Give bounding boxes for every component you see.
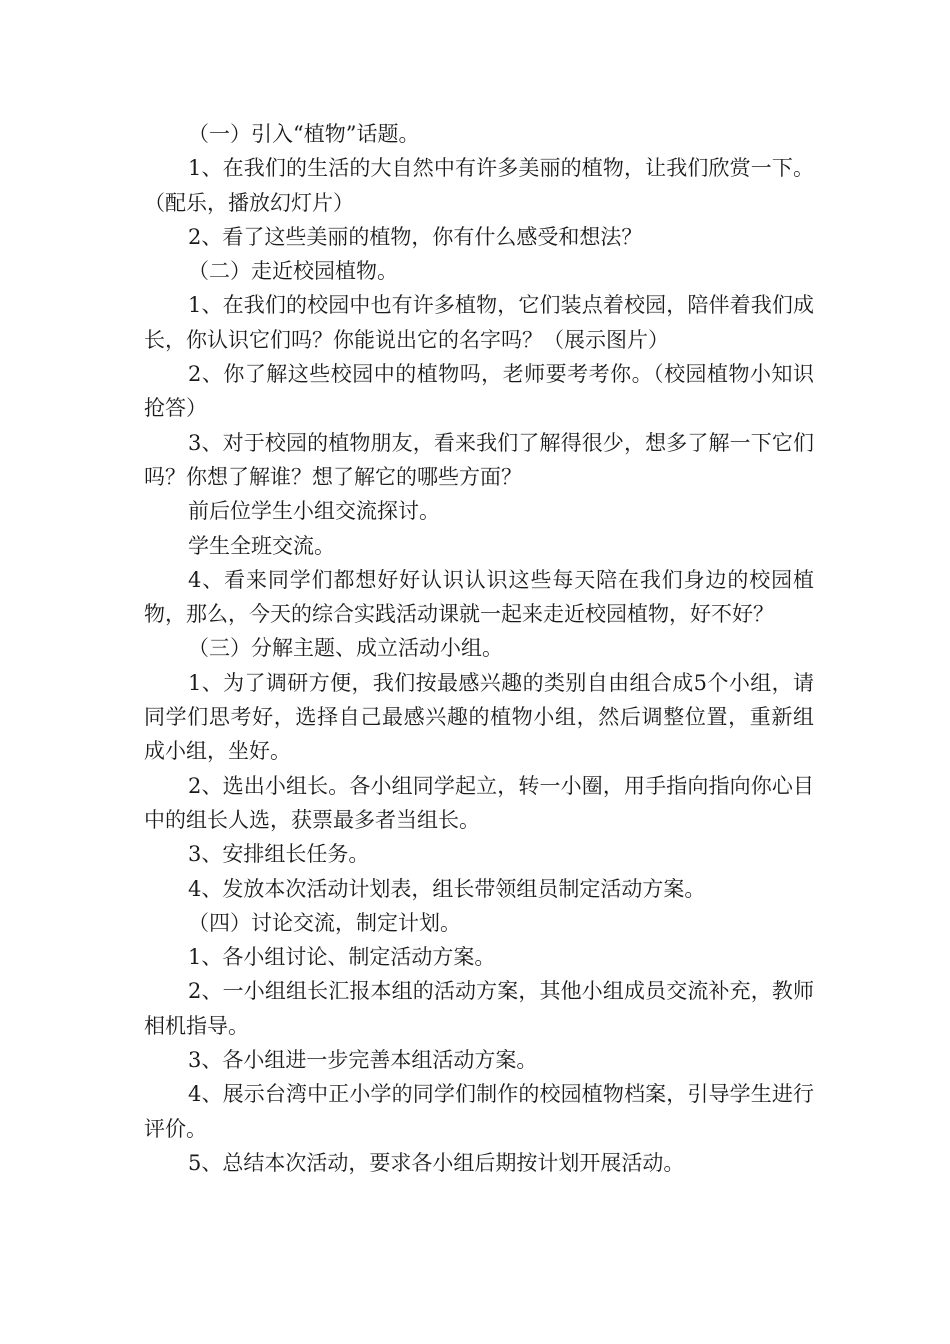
section-heading-1: （一）引入“植物”话题。 — [188, 122, 420, 146]
paragraph: 学生全班交流。 — [188, 533, 335, 558]
paragraph: 4、发放本次活动计划表，组长带领组员制定活动方案。 — [188, 876, 706, 901]
paragraph: 1、在我们的生活的大自然中有许多美丽的植物，让我们欣赏一下。（配乐，播放幻灯片） — [144, 156, 814, 215]
paragraph: 2、看了这些美丽的植物，你有什么感受和想法？ — [188, 224, 643, 249]
paragraph: 4、展示台湾中正小学的同学们制作的校园植物档案，引导学生进行评价。 — [144, 1082, 814, 1141]
paragraph: 1、各小组讨论、制定活动方案。 — [188, 945, 496, 970]
paragraph: 3、各小组进一步完善本组活动方案。 — [188, 1048, 538, 1073]
paragraph: 2、你了解这些校园中的植物吗，老师要考考你。（校园植物小知识抢答） — [144, 362, 814, 421]
document-body — [144, 117, 814, 1180]
paragraph: 3、安排组长任务。 — [188, 842, 370, 867]
paragraph: 2、选出小组长。各小组同学起立，转一小圈，用手指向指向你心目中的组长人选，获票最多者当组长。 — [144, 773, 814, 832]
paragraph: 5、总结本次活动，要求各小组后期按计划开展活动。 — [188, 1150, 685, 1175]
section-heading-4: （四）讨论交流，制定计划。 — [188, 910, 461, 935]
paragraph: 1、为了调研方便，我们按最感兴趣的类别自由组合成5个小组，请同学们思考好，选择自己最感兴趣的植物小组，然后调整位置，重新组成小组，坐好。 — [144, 670, 814, 764]
paragraph: 4、看来同学们都想好好认识认识这些每天陪在我们身边的校园植物，那么，今天的综合实践活动课就一起来走近校园植物，好不好？ — [144, 567, 814, 627]
section-heading-3: （三）分解主题、成立活动小组。 — [188, 636, 503, 661]
paragraph: 2、一小组组长汇报本组的活动方案，其他小组成员交流补充，教师相机指导。 — [144, 979, 814, 1038]
paragraph: 3、对于校园的植物朋友，看来我们了解得很少，想多了解一下它们吗？你想了解谁？想了解它的哪些方面？ — [144, 430, 814, 489]
section-heading-2: （二）走近校园植物。 — [188, 259, 398, 284]
paragraph: 1、在我们的校园中也有许多植物，它们装点着校园，陪伴着我们成长，你认识它们吗？你能说出它的名字吗？（展示图片） — [144, 293, 814, 352]
paragraph: 前后位学生小组交流探讨。 — [188, 499, 440, 524]
